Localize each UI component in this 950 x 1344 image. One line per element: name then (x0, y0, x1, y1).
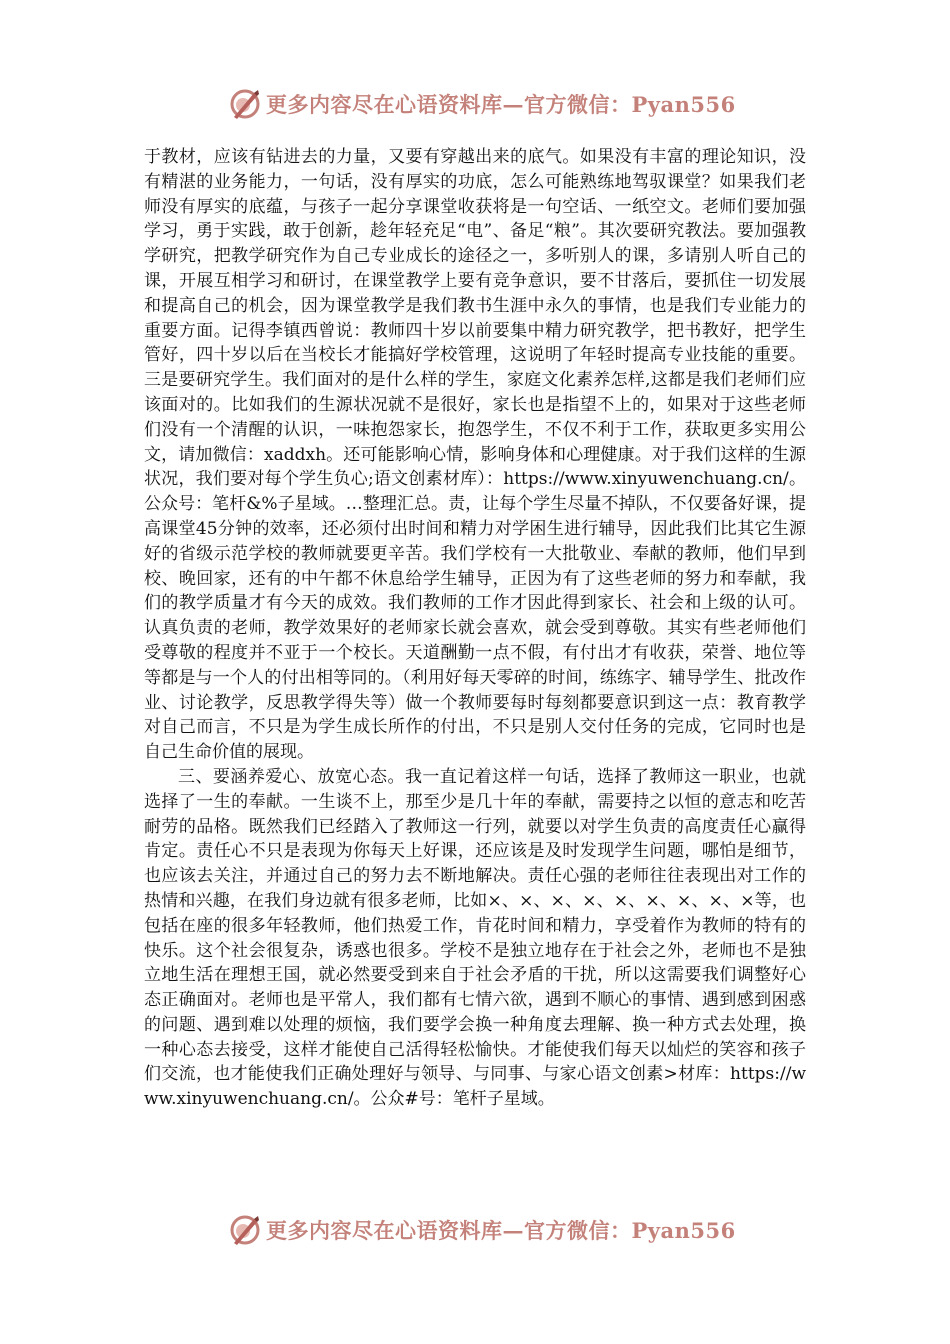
document-body (144, 145, 806, 1112)
pen-circle-logo-icon (228, 87, 262, 121)
paragraph-1: 于教材，应该有钻进去的力量，又要有穿越出来的底气。如果没有丰富的理论知识，没有精湛的业务能力，一句话，没有厚实的功底，怎么可能熟练地驾驭课堂？如果我们老师没有厚实的底蕴，与孩子一起分享课堂收获将是一句空话、一纸空文。老师们要加强学习，勇于实践，敢于创新，趁年轻充足“电”、备足“粮”。其次要研究教法。要加强教学研究，把教学研究作为自己专业成长的途径之一，多听别人的课，多请别人听自己的课，开展互相学习和研讨，在课堂教学上要有竞争意识，要不甘落后，要抓住一切发展和提高自己的机会，因为课堂教学是我们教书生涯中永久的事情，也是我们专业能力的重要方面。记得李镇西曾说：教师四十岁以前要集中精力研究教学，把书教好，把学生管好，四十岁以后在当校长才能搞好学校管理，这说明了年轻时提高专业技能的重要。三是要研究学生。我们面对的是什么样的学生，家庭文化素养怎样,这都是我们老师们应该面对的。比如我们的生源状况就不是很好，家长也是指望不上的，如果对于这些老师们没有一个清醒的认识，一味抱怨家长，抱怨学生，不仅不利于工作，获取更多实用公文，请加微信：xaddxh。还可能影响心情，影响身体和心理健康。对于我们这样的生源状况，我们要对每个学生负心;语文创素材库）：https://www.xinyuwenchuang.cn/。公众号：笔杆&%子星域。…整理汇总。责，让每个学生尽量不掉队，不仅要备好课，提高课堂45分钟的效率，还必须付出时间和精力对学困生进行辅导，因此我们比其它生源好的省级示范学校的教师就要更辛苦。我们学校有一大批敬业、奉献的教师，他们早到校、晚回家，还有的中午都不休息给学生辅导，正因为有了这些老师的努力和奉献，我们的教学质量才有今天的成效。我们教师的工作才因此得到家长、社会和上级的认可。认真负责的老师，教学效果好的老师家长就会喜欢，就会受到尊敬。其实有些老师他们受尊敬的程度并不亚于一个校长。天道酬勤一点不假，有付出才有收获，荣誉、地位等等都是与一个人的付出相等同的。（利用好每天零碎的时间，练练字、辅导学生、批改作业、讨论教学，反思教学得失等）做一个教师要每时每刻都要意识到这一点：教育教学对自己而言，不只是为学生成长所作的付出，不只是别人交付任务的完成，它同时也是自己生命价值的展现。 (144, 147, 806, 763)
pen-circle-logo-icon (228, 1213, 262, 1247)
header-watermark-banner (228, 84, 736, 124)
banner-text: 更多内容尽在心语资料库—官方微信：Pyan556 (266, 92, 736, 117)
footer-watermark-banner (228, 1210, 736, 1250)
banner-text: 更多内容尽在心语资料库—官方微信：Pyan556 (266, 1218, 736, 1243)
paragraph-2: 三、要涵养爱心、放宽心态。我一直记着这样一句话，选择了教师这一职业，也就选择了一生的奉献。一生谈不上，那至少是几十年的奉献，需要持之以恒的意志和吃苦耐劳的品格。既然我们已经踏入了教师这一行列，就要以对学生负责的高度责任心赢得肯定。责任心不只是表现为你每天上好课，还应该是及时发现学生问题，哪怕是细节，也应该去关注，并通过自己的努力去不断地解决。责任心强的老师往往表现出对工作的热情和兴趣，在我们身边就有很多老师，比如×、×、×、×、×、×、×、×、×等，也包括在座的很多年轻教师，他们热爱工作，肯花时间和精力，享受着作为教师的特有的快乐。这个社会很复杂，诱惑也很多。学校不是独立地存在于社会之外，老师也不是独立地生活在理想王国，就必然要受到来自于社会矛盾的干扰，所以这需要我们调整好心态正确面对。老师也是平常人，我们都有七情六欲，遇到不顺心的事情、遇到感到困惑的问题、遇到难以处理的烦恼，我们要学会换一种角度去理解、换一种方式去处理，换一种心态去接受，这样才能使自己活得轻松愉快。才能使我们每天以灿烂的笑容和孩子们交流，也才能使我们正确处理好与领导、与同事、与家心语文创素>材库：https://www.xinyuwenchuang.cn/。公众#号：笔杆子星域。 (144, 766, 806, 1110)
